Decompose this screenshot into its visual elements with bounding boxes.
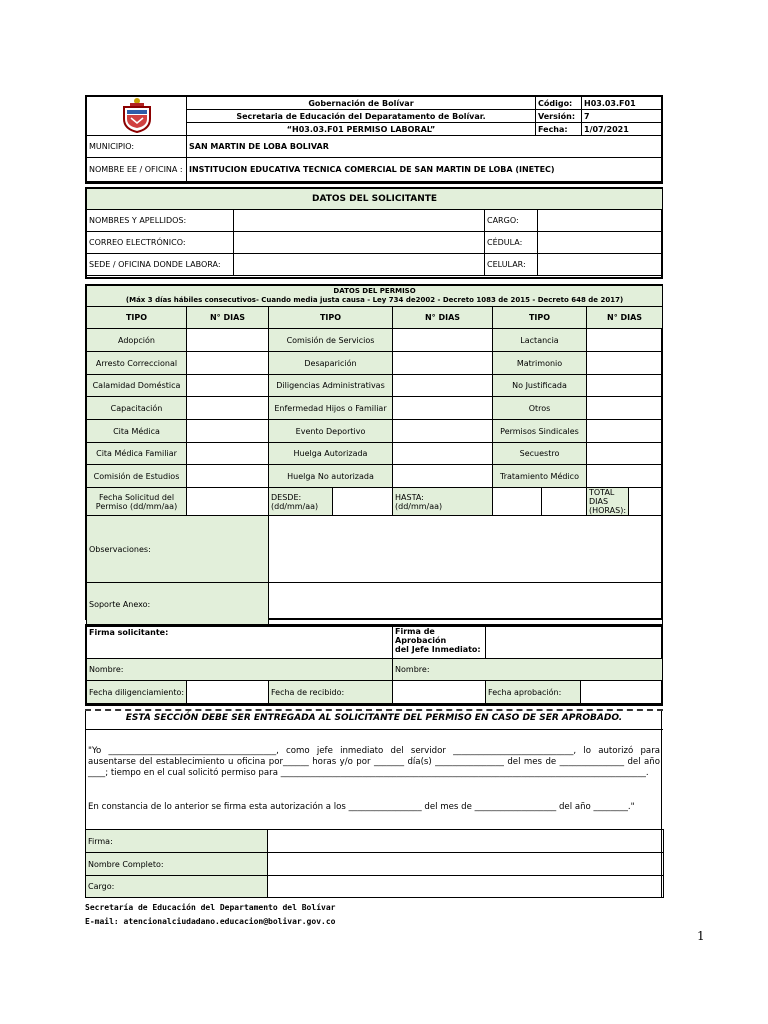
dias-field[interactable] [587,443,663,465]
tipo-cell: Huelga Autorizada [269,443,393,465]
hasta-line1: HASTA: [395,492,424,502]
dias-field[interactable] [187,420,269,443]
dias-field[interactable] [393,420,493,443]
fecha-recibido-field[interactable] [393,681,486,704]
autorizacion-constancia: En constancia de lo anterior se firma esta autorización a los _________________ del mes de ___________________ del año ________." [88,802,635,812]
tipo-cell: Secuestro [493,443,587,465]
solicitante-title: DATOS DEL SOLICITANTE [87,189,663,210]
cedula-label: CÉDULA: [485,232,538,254]
firma-jefe-line2: del Jefe Inmediato: [395,645,481,654]
desde-line2: (dd/mm/aa) [271,501,319,511]
soporte-label: Soporte Anexo: [87,583,269,627]
auth-nombre-label: Nombre Completo: [86,853,268,876]
tipo-cell: Lactancia [493,329,587,352]
firma-jefe-line1: Firma de Aprobación [395,627,447,645]
fecha-recibido-label: Fecha de recibido: [269,681,393,704]
desde-line1: DESDE: [271,492,302,502]
permiso-title-cell [87,286,663,307]
celular-field[interactable] [538,254,663,276]
total-label [587,488,629,516]
tipo-cell: Enfermedad Hijos o Familiar [269,397,393,420]
auth-firma-label: Firma: [86,830,268,853]
hasta-line2: (dd/mm/aa) [395,501,443,511]
dias-field[interactable] [587,329,663,352]
dias-field[interactable] [587,352,663,375]
header-table [86,96,663,182]
correo-field[interactable] [234,232,485,254]
desde-field[interactable] [332,488,392,515]
dias-field[interactable] [587,397,663,420]
logo-cell [87,97,187,136]
fecha-solicitud-label [87,488,187,516]
col-dias-1: N° DIAS [187,307,269,329]
oficina-value: INSTITUCION EDUCATIVA TECNICA COMERCIAL DE SAN MARTIN DE LOBA (INETEC) [187,158,663,182]
sede-label: SEDE / OFICINA DONDE LABORA: [87,254,234,276]
soporte-field[interactable] [269,583,663,627]
nombre-jefe[interactable]: Nombre: [393,659,663,681]
auth-cargo-field[interactable] [268,876,664,898]
dias-field[interactable] [393,465,493,488]
firma-solicitante[interactable]: Firma solicitante: [87,626,393,659]
fecha-dilig-label: Fecha diligenciamiento: [87,681,187,704]
fecha-label: Fecha: [536,123,582,136]
codigo-value: H03.03.F01 [582,97,663,110]
tipo-cell: Tratamiento Médico [493,465,587,488]
dias-field[interactable] [187,352,269,375]
dias-field[interactable] [393,397,493,420]
tipo-cell: Huelga No autorizada [269,465,393,488]
version-label: Versión: [536,110,582,123]
observaciones-label: Observaciones: [87,516,269,583]
hasta-field-divider [541,488,542,515]
col-tipo-2: TIPO [269,307,393,329]
municipio-label: MUNICIPIO: [87,136,187,158]
tipo-cell: Diligencias Administrativas [269,375,393,397]
tipo-cell: Comisión de Estudios [87,465,187,488]
tipo-cell: Calamidad Doméstica [87,375,187,397]
firma-jefe-label [393,626,486,659]
autorizacion-title: ESTA SECCIÓN DEBE SER ENTREGADA AL SOLICITANTE DEL PERMISO EN CASO DE SER APROBADO. [125,713,623,723]
codigo-label: Código: [536,97,582,110]
firma-jefe-field[interactable] [486,626,663,659]
tipo-cell: Evento Deportivo [269,420,393,443]
page-number: 1 [697,929,705,943]
nombres-field[interactable] [234,210,485,232]
total-field[interactable] [629,488,663,516]
dias-field[interactable] [393,352,493,375]
tipo-cell: Matrimonio [493,352,587,375]
header-line3: “H03.03.F01 PERMISO LABORAL” [187,123,536,136]
oficina-label: NOMBRE EE / OFICINA : [87,158,187,182]
dias-field[interactable] [187,443,269,465]
tipo-cell: No Justificada [493,375,587,397]
header-line1: Gobernación de Bolívar [187,97,536,110]
nombre-solicitante[interactable]: Nombre: [87,659,393,681]
autorizacion-table [85,829,664,898]
fecha-solicitud-line1: Fecha Solicitud del [98,492,175,502]
permiso-title: DATOS DEL PERMISO [333,287,416,295]
permiso-table [86,285,663,627]
fecha-aprob-field[interactable] [581,681,663,704]
dias-field[interactable] [187,375,269,397]
tipo-cell: Adopción [87,329,187,352]
tipo-cell: Cita Médica Familiar [87,443,187,465]
tipo-cell: Otros [493,397,587,420]
header-line2: Secretaria de Educación del Deparatamento de Bolívar. [187,110,536,123]
municipio-value: SAN MARTIN DE LOBA BOLIVAR [187,136,663,158]
footer-email: E-mail: atencionalciudadano.educacion@bolivar.gov.co [85,917,336,926]
dias-field[interactable] [187,397,269,420]
desde-label [269,488,393,516]
firmas-table [86,625,663,704]
dias-field[interactable] [187,329,269,352]
dias-field[interactable] [587,420,663,443]
tipo-cell: Cita Médica [87,420,187,443]
permiso-subtitle: (Máx 3 días hábiles consecutivos- Cuando media justa causa - Ley 734 de2002 - Decreto 1083 de 2015 - Decreto 648 de 2017) [125,296,624,304]
autorizacion-title-rule [85,729,663,730]
tipo-cell: Permisos Sindicales [493,420,587,443]
dias-field[interactable] [587,375,663,397]
correo-label: CORREO ELECTRÓNICO: [87,232,234,254]
auth-cargo-label: Cargo: [86,876,268,898]
footer-line1: Secretaría de Educación del Departamento del Bolívar [85,903,336,912]
tipo-cell: Capacitación [87,397,187,420]
fecha-solicitud-field[interactable] [187,488,269,516]
bolivar-shield-logo [119,97,155,133]
dias-field[interactable] [393,329,493,352]
col-tipo-1: TIPO [87,307,187,329]
observaciones-field[interactable] [269,516,663,583]
cargo-field[interactable] [538,210,663,232]
fecha-dilig-field[interactable] [187,681,269,704]
auth-firma-field[interactable] [268,830,664,853]
tipo-cell: Desaparición [269,352,393,375]
cargo-label: CARGO: [485,210,538,232]
total-line2: (HORAS): [589,506,627,515]
celular-label: CELULAR: [485,254,538,276]
col-dias-2: N° DIAS [393,307,493,329]
col-tipo-3: TIPO [493,307,587,329]
nombres-label: NOMBRES Y APELLIDOS: [87,210,234,232]
tipo-cell: Arresto Correccional [87,352,187,375]
tipo-cell: Comisión de Servicios [269,329,393,352]
version-value: 7 [582,110,663,123]
fecha-value: 1/07/2021 [582,123,663,136]
autorizacion-text: "Yo _______________________________________, como jefe inmediato del servidor ____________________________, lo autorizó para ausentarse del establecimiento u oficina por______ horas y/o por _______ día(s) ________________ del mes de _______________ del año ____; tiempo en el cual solicitó permiso para _____________________________________________________________________________________. [88,746,660,778]
fecha-aprob-label: Fecha aprobación: [486,681,581,704]
fecha-solicitud-line2: Permiso (dd/mm/aa) [95,501,178,511]
dias-field[interactable] [393,443,493,465]
hasta-field[interactable] [493,488,587,516]
solicitante-table [86,188,663,276]
hasta-label [393,488,493,516]
dias-field[interactable] [187,465,269,488]
auth-nombre-field[interactable] [268,853,664,876]
dias-field[interactable] [393,375,493,397]
total-line1: TOTAL DIAS [589,488,615,506]
dias-field[interactable] [587,465,663,488]
col-dias-3: N° DIAS [587,307,663,329]
sede-field[interactable] [234,254,485,276]
cedula-field[interactable] [538,232,663,254]
